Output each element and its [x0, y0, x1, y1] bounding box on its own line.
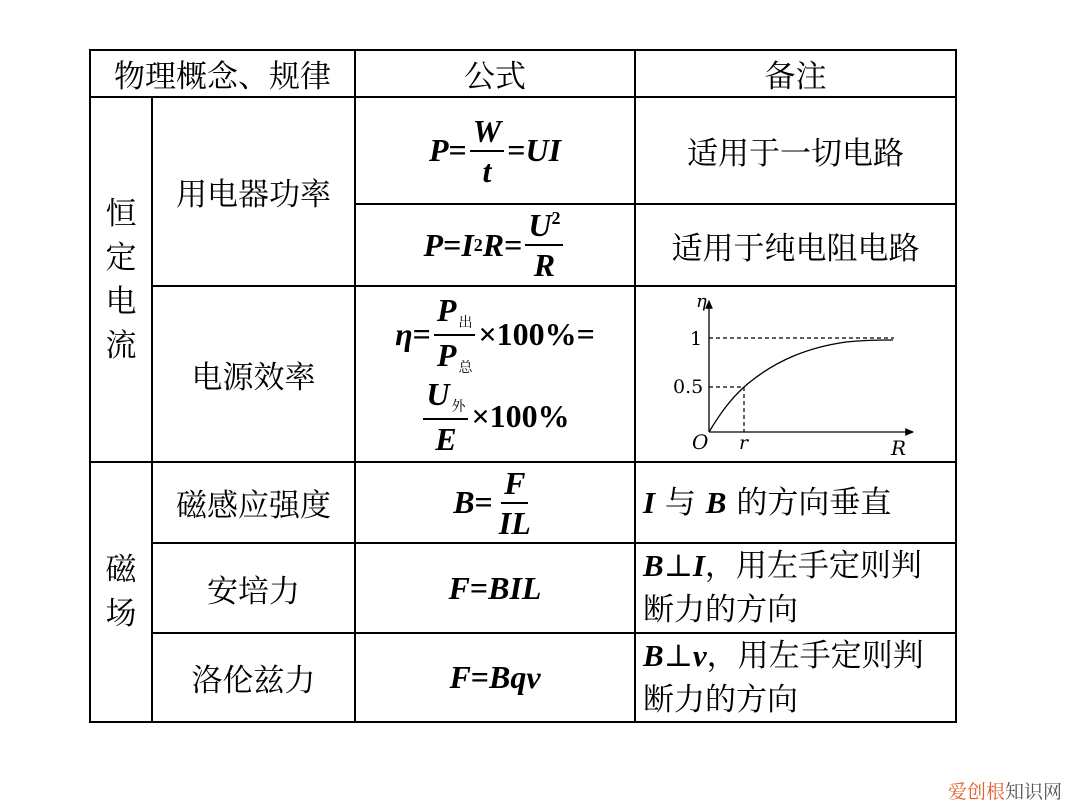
concept-ampere-force: 安培力: [207, 573, 300, 610]
formula-efficiency: η = $\frac{P _出}{P _总}$ ×100% = $\frac{U _外}{E}$ ×100%: [395, 291, 595, 457]
formula-magnetic-induction: B = $\frac{F}{IL}$: [453, 464, 531, 541]
svg-text:r: r: [739, 432, 749, 454]
formula-power-resistive: P = I 2 R = $\frac{U^2}{R}$: [356, 205, 634, 285]
efficiency-curve-chart: [636, 287, 955, 461]
concept-appliance-power: 用电器功率: [176, 177, 331, 213]
svg-text:η: η: [696, 291, 707, 312]
formula-power-general: P = $\frac{W}{t}$ = UI: [428, 112, 562, 189]
svg-text:1: 1: [690, 328, 703, 350]
formula-lorentz-force: F = Bqv: [449, 659, 541, 695]
note-pure-resistive: 适用于纯电阻电路: [671, 230, 920, 267]
header-note: 备注: [764, 59, 827, 95]
header-concept: 物理概念、规律: [114, 59, 331, 95]
svg-text:R: R: [891, 436, 907, 460]
note-ampere-left-hand: B⊥I，用左手定则判 断力的方向: [643, 548, 922, 628]
table-border-right: [955, 49, 957, 723]
concept-lorentz-force: 洛伦兹力: [191, 663, 316, 699]
watermark: 爱创根知识网: [947, 781, 1062, 803]
group-label-magnetic: 磁 场: [105, 552, 137, 632]
note-all-circuits: 适用于一切电路: [687, 136, 904, 172]
svg-text:O: O: [692, 430, 709, 454]
group-label-current: 恒 定 电 流: [105, 195, 137, 364]
note-perpendicular: I 与 B 的方向垂直: [643, 484, 892, 521]
note-lorentz-left-hand: B⊥v，用左手定则判 断力的方向: [643, 637, 924, 718]
svg-text:0.5: 0.5: [673, 376, 704, 398]
concept-source-efficiency: 电源效率: [191, 359, 316, 396]
formula-ampere-force: F = BIL: [448, 569, 542, 606]
header-formula: 公式: [464, 59, 526, 95]
concept-magnetic-induction: 磁感应强度: [176, 488, 331, 524]
efficiency-graph: [636, 287, 955, 461]
